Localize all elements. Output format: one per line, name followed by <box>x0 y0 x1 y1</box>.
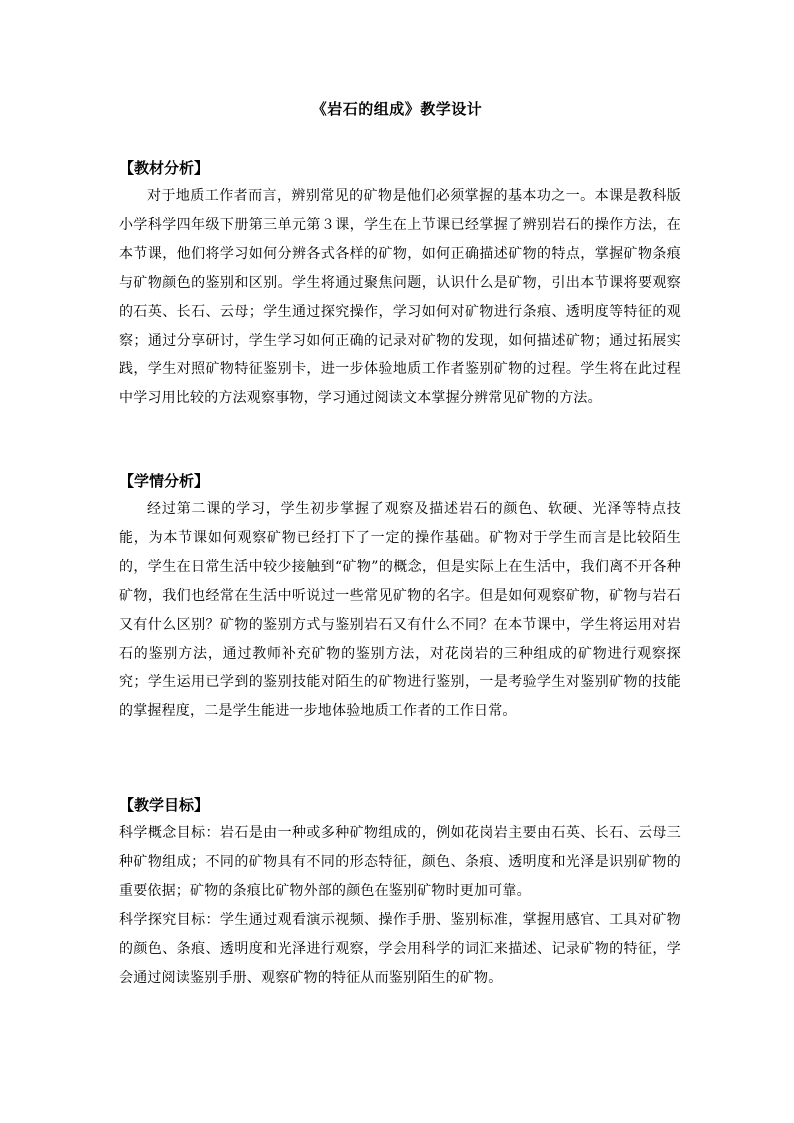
section-teaching-goals <box>119 791 681 992</box>
section-body-students: 经过第二课的学习，学生初步掌握了观察及描述岩石的颜色、软硬、光泽等特点技能，为本节课如何观察矿物已经打下了一定的操作基础。矿物对于学生而言是比较陌生的，学生在日常生活中较少接触到“矿物”的概念，但是实际上在生活中，我们离不开各种矿物，我们也经常在生活中听说过一些常见矿物的名字。但是如何观察矿物，矿物与岩石又有什么区别？矿物的鉴别方式与鉴别岩石又有什么不同？在本节课中，学生将运用对岩石的鉴别方法，通过教师补充矿物的鉴别方法，对花岗岩的三种组成的矿物进行观察探究；学生运用已学到的鉴别技能对陌生的矿物进行鉴别，一是考验学生对鉴别矿物的技能的掌握程度，二是学生能进一步地体验地质工作者的工作日常。 <box>119 501 681 720</box>
section-student-analysis <box>119 467 681 726</box>
goal-science-concept: 科学概念目标：岩石是由一种或多种矿物组成的，例如花岗岩主要由石英、长石、云母三种矿物组成；不同的矿物具有不同的形态特征，颜色、条痕、透明度和光泽是识别矿物的重要依据；矿物的条痕比矿物外部的颜色在鉴别矿物时更加可靠。 <box>119 825 681 899</box>
goal-science-inquiry: 科学探究目标：学生通过观看演示视频、操作手册、鉴别标准，掌握用感官、工具对矿物的颜色、条痕、透明度和光泽进行观察，学会用科学的词汇来描述、记录矿物的特征，学会通过阅读鉴别手册、观察矿物的特征从而鉴别陌生的矿物。 <box>119 911 681 986</box>
document-title: 《岩石的组成》教学设计 <box>311 100 483 118</box>
section-body-materials: 对于地质工作者而言，辨别常见的矿物是他们必须掌握的基本功之一。本课是教科版小学科学四年级下册第三单元第３课，学生在上节课已经掌握了辨别岩石的操作方法，在本节课，他们将学习如何分辨各式各样的矿物，如何正确描述矿物的特点，掌握矿物条痕与矿物颜色的鉴别和区别。学生将通过聚焦问题，认识什么是矿物，引出本节课将要观察的石英、长石、云母；学生通过探究操作，学习如何对矿物进行条痕、透明度等特征的观察；通过分享研讨，学生学习如何正确的记录对矿物的发现，如何描述矿物；通过拓展实践，学生对照矿物特征鉴别卡，进一步体验地质工作者鉴别矿物的过程。学生将在此过程中学习用比较的方法观察事物，学习通过阅读文本掌握分辨常见矿物的方法。 <box>119 188 681 407</box>
section-materials-analysis <box>119 154 681 413</box>
section-heading-students: 【学情分析】 <box>119 472 210 490</box>
section-heading-materials: 【教材分析】 <box>119 159 210 177</box>
section-heading-goals: 【教学目标】 <box>119 796 210 814</box>
